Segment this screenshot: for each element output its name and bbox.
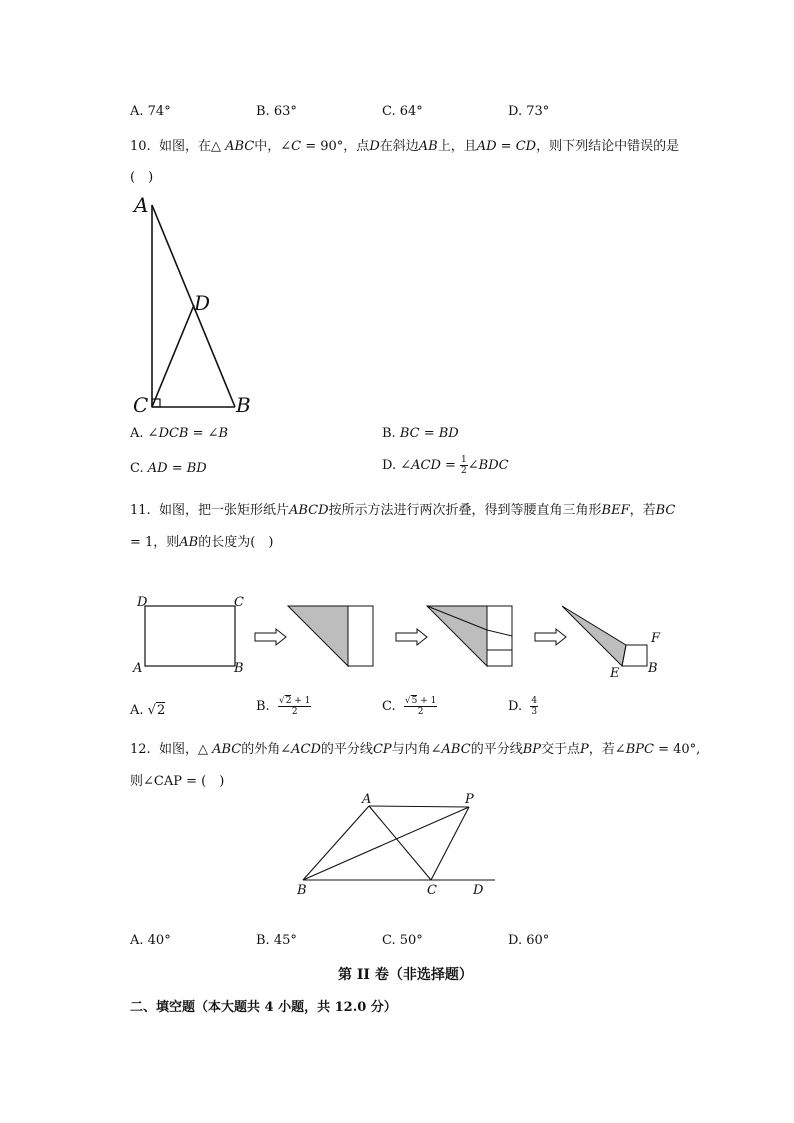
- q11-stem: [130, 499, 675, 518]
- q12-text: 与内角∠: [391, 742, 442, 757]
- q12-stem: [130, 738, 700, 757]
- q10-triangle-symbol: △: [210, 139, 221, 154]
- fraction-numerator: √2 + 1: [278, 696, 311, 706]
- section2-heading: 二、填空题（本大题共 4 小题，共 12.0 分）: [130, 1000, 397, 1015]
- q12-option-a: A. 40°: [130, 933, 171, 948]
- q11-var: ABCD: [288, 503, 329, 518]
- fraction-denominator: 3: [531, 707, 538, 717]
- option-expr: ∠BDC: [467, 458, 509, 473]
- q12-label-a: A: [362, 792, 372, 807]
- q11-option-b: [256, 696, 311, 717]
- q12-option-d: D. 60°: [508, 933, 550, 948]
- sqrt-radicand: 5: [411, 696, 418, 706]
- q11-label-c: C: [234, 595, 244, 610]
- q11-number: 11.: [130, 503, 151, 518]
- fraction-numerator: 1: [461, 455, 467, 465]
- q12-label-d: D: [473, 883, 484, 898]
- q12-var: BP: [522, 742, 542, 757]
- q11-var: BC: [655, 503, 676, 518]
- q10-text: 上，且: [437, 139, 477, 154]
- q11-var: AB: [179, 535, 199, 550]
- q12-triangle-symbol: △: [197, 742, 208, 757]
- q12-option-c: C. 50°: [382, 933, 423, 948]
- q10-var: AB: [418, 139, 438, 154]
- sqrt-radicand: 2: [285, 696, 292, 706]
- q12-var: BPC: [625, 742, 654, 757]
- q10-option-d: [382, 455, 509, 476]
- q11-var: BEF: [601, 503, 630, 518]
- fraction: [278, 696, 311, 717]
- q11-label-b2: B: [648, 661, 658, 676]
- sqrt-radicand: 2: [156, 703, 166, 718]
- option-expr: AD = BD: [147, 461, 207, 476]
- q10-triangle-figure: [130, 192, 270, 417]
- option-prefix: C.: [382, 699, 396, 714]
- q11-option-c: [382, 696, 437, 717]
- option-expr: ∠DCB = ∠B: [147, 426, 229, 441]
- q12-text: 交于点: [541, 742, 581, 757]
- q10-text: = 90°，点: [301, 139, 370, 154]
- q12-stem-line2: 则∠CAP = ( ): [130, 774, 225, 789]
- q11-option-a: A. √2: [130, 703, 166, 718]
- arrow-icon: [396, 629, 427, 645]
- q10-label-b: B: [236, 393, 251, 417]
- q10-option-b: [382, 426, 459, 441]
- option-prefix: A.: [130, 426, 144, 441]
- q12-text: ，若∠: [588, 742, 626, 757]
- option-prefix: B.: [382, 426, 396, 441]
- q11-label-e: E: [610, 666, 620, 681]
- option-expr: ∠ACD =: [400, 458, 461, 473]
- q10-option-a: [130, 426, 228, 441]
- fraction: [404, 696, 437, 717]
- q12-label-p: P: [465, 792, 474, 807]
- q10-text: 如图，在: [158, 139, 211, 154]
- num-tail: + 1: [417, 696, 437, 706]
- option-prefix: D.: [382, 458, 397, 473]
- option-prefix: B.: [256, 699, 270, 714]
- q12-var: ABC: [441, 742, 471, 757]
- section2-title: 第 II 卷（非选择题）: [338, 967, 473, 983]
- q12-text: = 40°,: [653, 742, 701, 757]
- q10-text: 中，∠: [254, 139, 292, 154]
- q9-option-d: D. 73°: [508, 104, 550, 119]
- fraction-denominator: 2: [291, 707, 298, 717]
- q11-text: ，若: [629, 503, 656, 518]
- q10-option-c: [130, 461, 207, 476]
- fraction-denominator: 2: [461, 466, 467, 476]
- q11-text: = 1，则: [130, 535, 180, 550]
- q10-label-d: D: [194, 291, 211, 315]
- q10-paren: ( ): [130, 170, 154, 185]
- q10-number: 10.: [130, 139, 151, 154]
- q12-label-b: B: [297, 883, 307, 898]
- q11-text: 按所示方法进行两次折叠，得到等腰直角三角形: [328, 503, 602, 518]
- q10-var: ABC: [225, 139, 255, 154]
- fraction-numerator: 4: [531, 696, 538, 706]
- num-tail: + 1: [291, 696, 311, 706]
- q9-option-c: C. 64°: [382, 104, 423, 119]
- q12-text: 的外角∠: [241, 742, 292, 757]
- q10-text: ，则下列结论中错误的是: [536, 139, 680, 154]
- q12-number: 12.: [130, 742, 151, 757]
- option-prefix: A.: [130, 703, 144, 718]
- option-expr: BC = BD: [399, 426, 459, 441]
- q10-var: D: [369, 139, 380, 154]
- q9-option-b: B. 63°: [256, 104, 297, 119]
- q11-option-d: [508, 696, 538, 717]
- fraction: [460, 455, 468, 476]
- option-prefix: C.: [130, 461, 144, 476]
- q11-stem-line2: [130, 531, 273, 550]
- q12-text: 如图，: [158, 742, 198, 757]
- q12-text: 的平分线: [470, 742, 523, 757]
- arrow-icon: [255, 629, 286, 645]
- q10-label-c: C: [133, 393, 149, 417]
- q12-text: 的平分线: [320, 742, 373, 757]
- q12-var: P: [580, 742, 589, 757]
- q9-option-a: A. 74°: [130, 104, 171, 119]
- option-prefix: D.: [508, 699, 523, 714]
- fraction-numerator: √5 + 1: [404, 696, 437, 706]
- q11-folding-figure: [130, 590, 670, 680]
- q12-label-c: C: [427, 883, 437, 898]
- q12-var: ABC: [212, 742, 242, 757]
- q10-text: 在斜边: [379, 139, 419, 154]
- q10-text: =: [496, 139, 516, 154]
- q12-var: CP: [372, 742, 392, 757]
- q12-option-b: B. 45°: [256, 933, 297, 948]
- q10-label-a: A: [134, 193, 149, 217]
- q11-label-f: F: [651, 631, 661, 646]
- fraction-denominator: 2: [417, 707, 424, 717]
- fraction: [530, 696, 538, 717]
- q10-stem: [130, 135, 679, 154]
- q12-angle-bisector-figure: [295, 790, 505, 900]
- q11-text: 的长度为( ): [198, 535, 274, 550]
- q11-label-d: D: [137, 595, 148, 610]
- q12-var: ACD: [291, 742, 321, 757]
- arrow-icon: [535, 629, 566, 645]
- q11-text: 如图，把一张矩形纸片: [158, 503, 289, 518]
- q11-label-b: B: [234, 661, 244, 676]
- q11-label-a: A: [133, 661, 143, 676]
- q10-var: AD: [476, 139, 497, 154]
- q10-var: C: [291, 139, 302, 154]
- q10-var: CD: [515, 139, 537, 154]
